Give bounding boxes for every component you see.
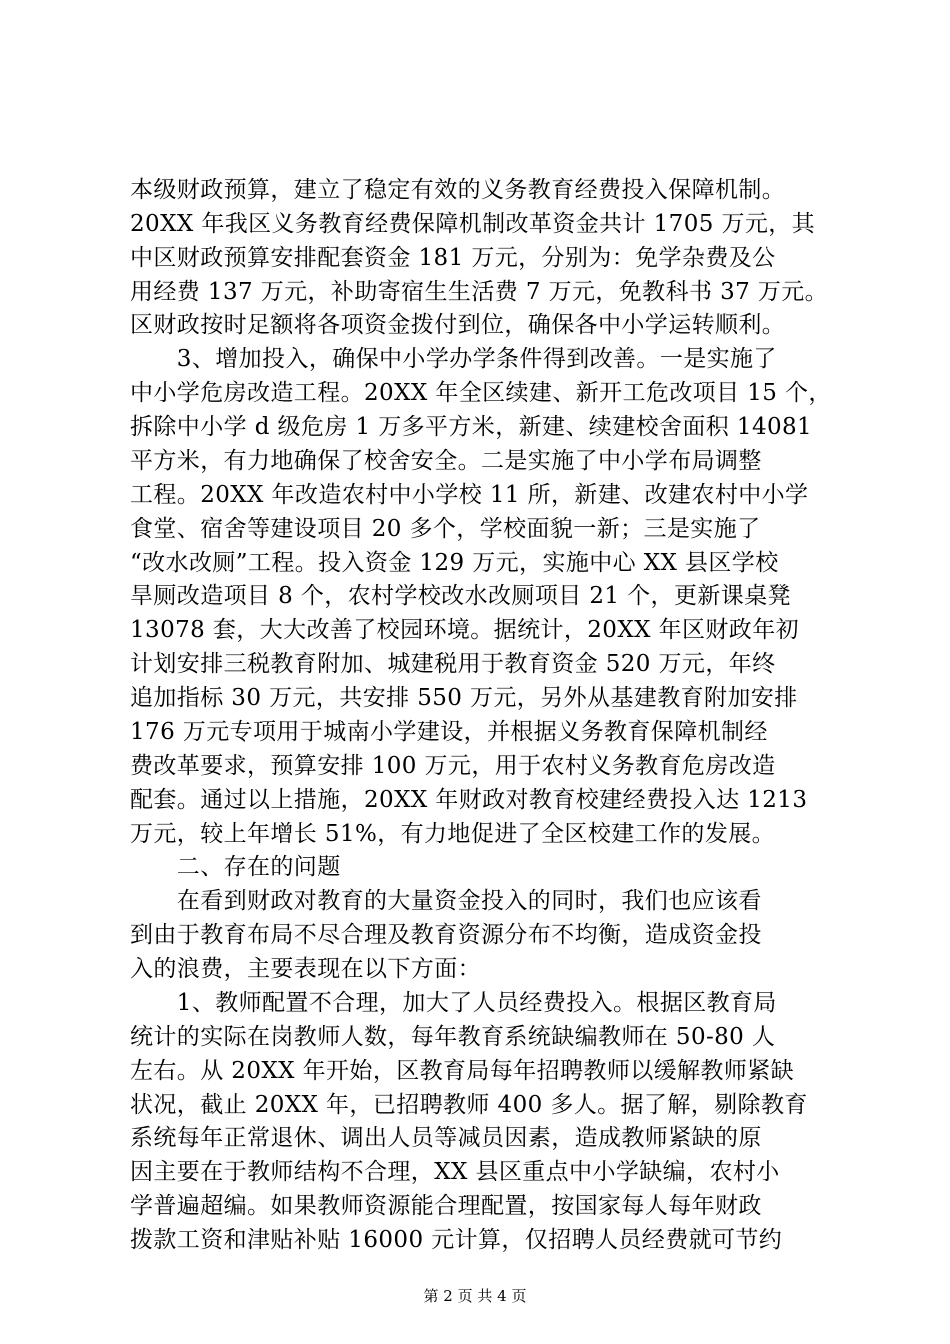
body-text-line: 左右。从 20XX 年开始，区教育局每年招聘教师以缓解教师紧缺 xyxy=(130,1058,795,1084)
body-text-line: 本级财政预算，建立了稳定有效的义务教育经费投入保障机制。 xyxy=(130,177,786,203)
body-text-line: 区财政按时足额将各项资金拨付到位，确保各中小学运转顺利。 xyxy=(130,312,786,338)
body-text-line: 旱厕改造项目 8 个，农村学校改水改厕项目 21 个，更新课桌凳 xyxy=(130,583,791,609)
body-text-line: 统计的实际在岗教师人数，每年教育系统缺编教师在 50-80 人 xyxy=(130,1024,776,1050)
body-text-line: 拨款工资和津贴补贴 16000 元计算，仅招聘人员经费就可节约 xyxy=(130,1227,783,1253)
body-text-line: 配套。通过以上措施，20XX 年财政对教育校建经费投入达 1213 xyxy=(130,787,808,813)
body-text-line: 用经费 137 万元，补助寄宿生生活费 7 万元，免教科书 37 万元。 xyxy=(130,279,829,305)
body-text-line: 因主要在于教师结构不合理，XX 县区重点中小学缺编，农村小 xyxy=(130,1159,780,1185)
body-text-line: 费改革要求，预算安排 100 万元，用于农村义务教育危房改造 xyxy=(130,753,776,779)
body-text-line: 中区财政预算安排配套资金 181 万元，分别为：免学杂费及公 xyxy=(130,245,776,271)
body-text-line: 系统每年正常退休、调出人员等减员因素，造成教师紧缺的原 xyxy=(130,1125,762,1151)
body-text-line: 拆除中小学 d 级危房 1 万多平方米，新建、续建校舍面积 14081 xyxy=(130,414,813,440)
body-text-line: 平方米，有力地确保了校舍安全。二是实施了中小学布局调整 xyxy=(130,448,762,474)
body-text-line: 计划安排三税教育附加、城建税用于教育资金 520 万元，年终 xyxy=(130,651,776,677)
body-text-line: 13078 套，大大改善了校园环境。据统计，20XX 年区财政年初 xyxy=(130,617,800,643)
body-text-line: 3、增加投入，确保中小学办学条件得到改善。一是实施了 xyxy=(130,346,777,372)
body-text-line: 食堂、宿舍等建设项目 20 多个，学校面貌一新；三是实施了 xyxy=(130,516,761,542)
body-text-line: 入的浪费，主要表现在以下方面： xyxy=(130,956,481,982)
body-text-line: “改水改厕”工程。投入资金 129 万元，实施中心 XX 县区学校 xyxy=(130,550,779,576)
body-text-line: 状况，截止 20XX 年，已招聘教师 400 多人。据了解，剔除教育 xyxy=(130,1092,808,1118)
section-heading: 二、存在的问题 xyxy=(130,854,341,880)
body-text-line: 追加指标 30 万元，共安排 550 万元，另外从基建教育附加安排 xyxy=(130,685,798,711)
body-text-line: 在看到财政对教育的大量资金投入的同时，我们也应该看 xyxy=(130,888,762,914)
body-text-line: 工程。20XX 年改造农村中小学校 11 所，新建、改建农村中小学 xyxy=(130,482,809,508)
body-text-line: 到由于教育布局不尽合理及教育资源分布不均衡，造成资金投 xyxy=(130,922,762,948)
body-text-line: 万元，较上年增长 51%，有力地促进了全区校建工作的发展。 xyxy=(130,821,776,847)
body-text-line: 学普遍超编。如果教师资源能合理配置，按国家每人每年财政 xyxy=(130,1193,762,1219)
body-text-line: 176 万元专项用于城南小学建设，并根据义务教育保障机制经 xyxy=(130,719,768,745)
page-number-footer: 第 2 页 共 4 页 xyxy=(423,1287,527,1305)
body-text-line: 20XX 年我区义务教育经费保障机制改革资金共计 1705 万元，其 xyxy=(130,211,816,237)
body-text-line: 1、教师配置不合理，加大了人员经费投入。根据区教育局 xyxy=(130,990,777,1016)
body-text-line: 中小学危房改造工程。20XX 年全区续建、新开工危改项目 15 个， xyxy=(130,380,832,406)
